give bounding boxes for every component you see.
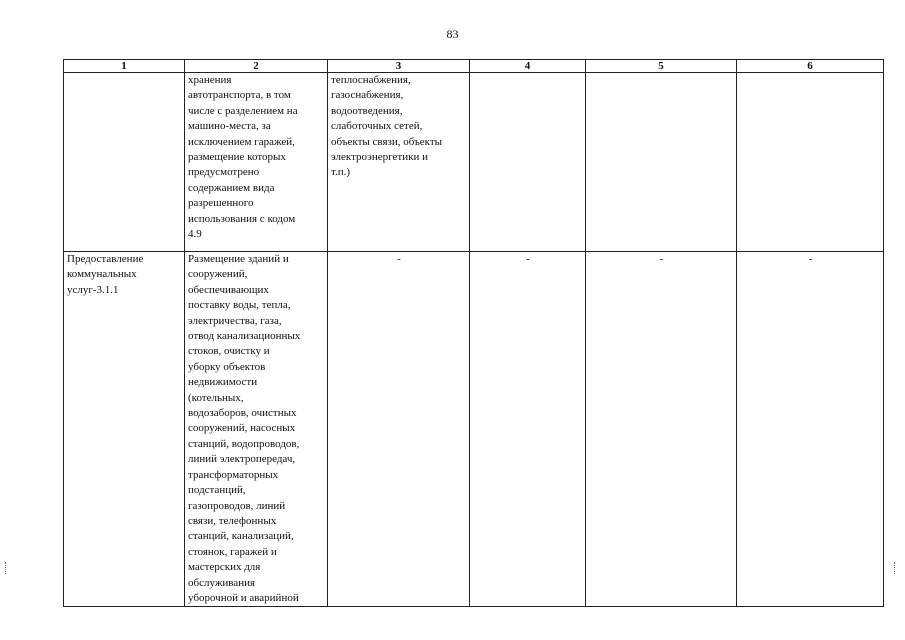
column-header-2: 2 [185,60,328,73]
column-header-1: 1 [64,60,185,73]
table-cell [470,73,586,252]
table-cell [185,73,328,252]
table-cell [64,252,185,607]
scan-margin-mark [5,562,8,574]
table-cell [64,73,185,252]
document-table [63,59,884,607]
cell-text: - [659,253,664,265]
column-header-4: 4 [470,60,586,73]
cell-text: Размещение зданий и сооружений, обеспечивающих поставку воды, тепла, электричества, газа, отвод канализационных стоков, очистку и уборку объектов недвижимости (котельных, водозаборов, очистных сооружений, насосных станций, водопроводов, линий электропередач, трансформаторных подстанций, газопроводов, линий связи, телефонных станций, канализаций, стоянок, гаражей и мастерских для обслуживания уборочной и аварийной [188,253,301,604]
table-cell [470,252,586,607]
cell-text: - [397,253,401,265]
table-cell [737,73,884,252]
table-cell [586,252,737,607]
table-cell [737,252,884,607]
cell-text: - [808,253,813,265]
table-cell [328,73,470,252]
column-header-3: 3 [328,60,470,73]
column-header-6: 6 [737,60,884,73]
column-header-5: 5 [586,60,737,73]
cell-text: теплоснабжения, газоснабжения, водоотведения, слаботочных сетей, объекты связи, объекты электроэнергетики и т.п.) [331,74,443,179]
table-header-row [64,60,884,73]
cell-text: хранения автотранспорта, в том числе с разделением на машино-места, за исключением гаражей, размещение которых предусмотрено содержанием вида разрешенного использования с кодом 4.9 [188,74,298,241]
cell-text: - [526,253,530,265]
table-cell [586,73,737,252]
table-row [64,73,884,252]
page-number: 83 [446,27,459,41]
scan-margin-mark [894,562,897,574]
table-row [64,252,884,607]
table-cell [328,252,470,607]
cell-text: Предоставление коммунальных услуг-3.1.1 [67,253,144,296]
table-cell [185,252,328,607]
